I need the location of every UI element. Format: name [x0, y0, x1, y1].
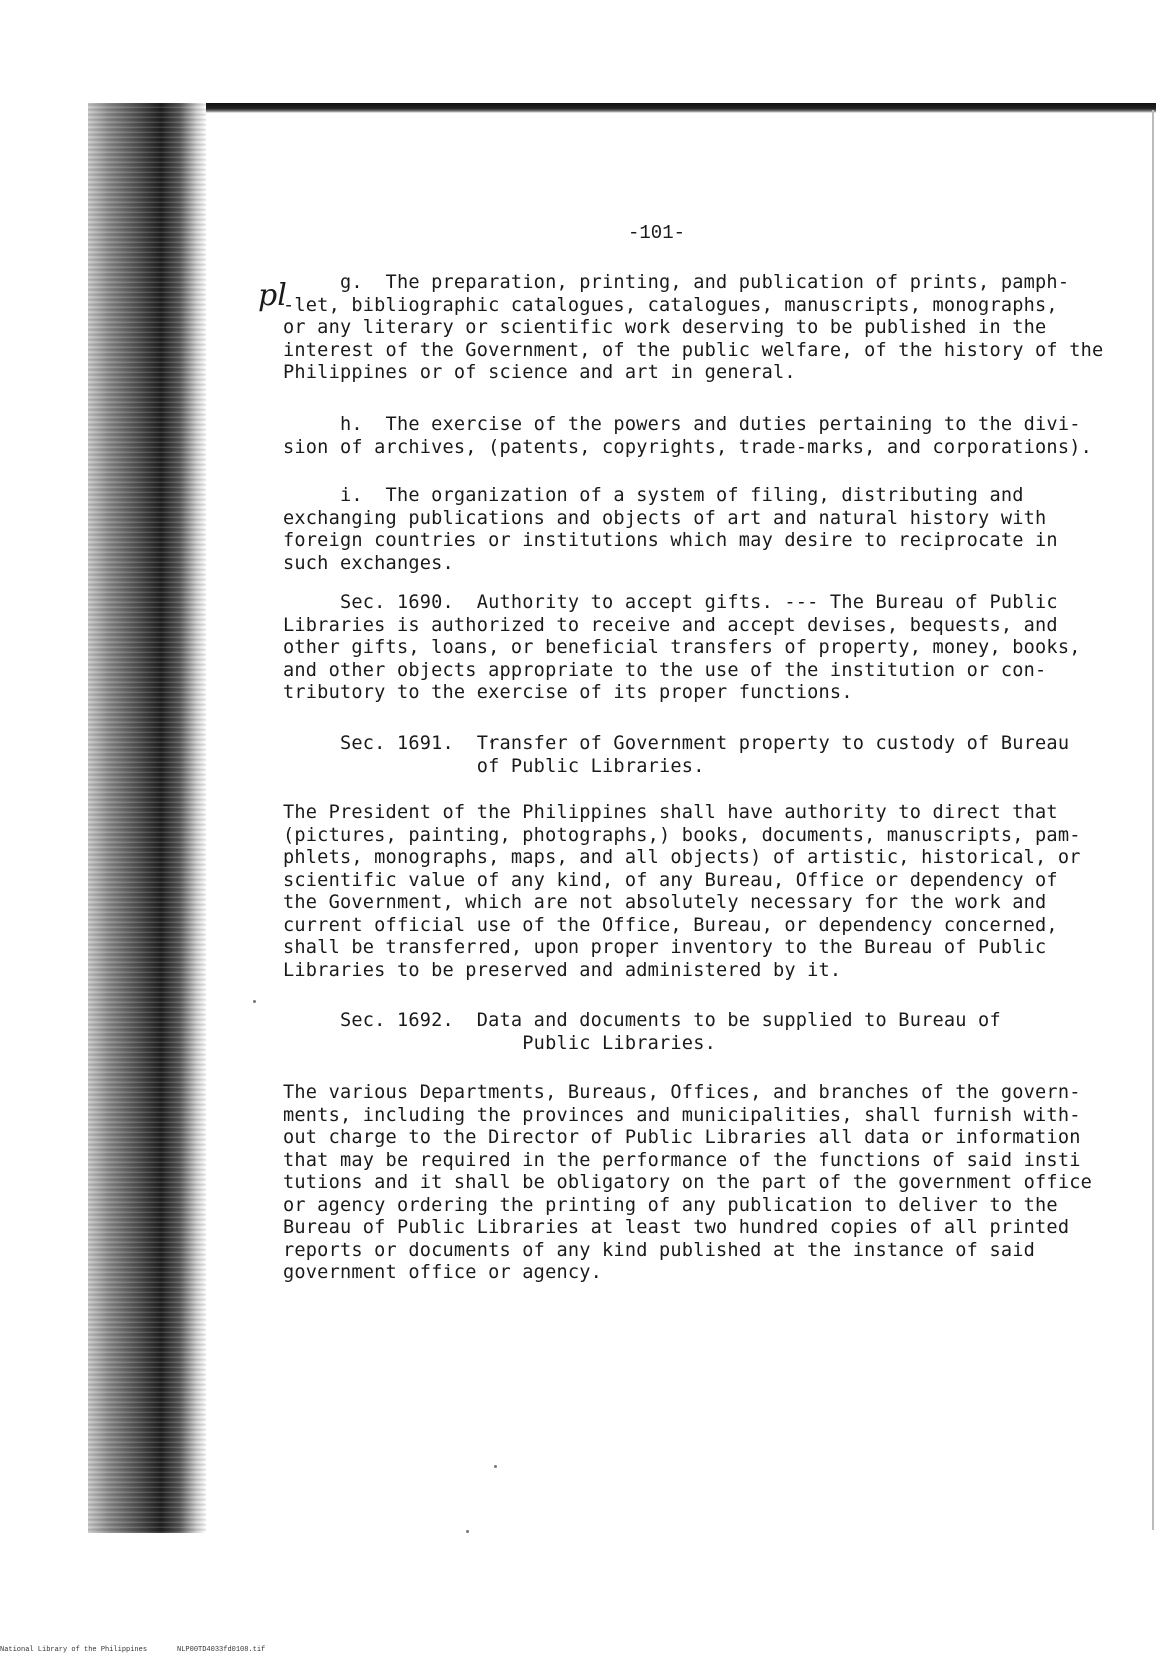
paragraph-g: g. The preparation, printing, and publication of prints, pamph- -let, bibliographic catalogues, catalogues, manuscripts, monographs, or any literary or scientific work deserving to be published in the interest of the Government, of the public welfare, of the history of the Philippines or of science and art in general.	[283, 272, 1104, 383]
handwritten-margin-mark: pl	[258, 278, 287, 313]
ink-speck	[253, 1000, 256, 1003]
top-page-edge	[206, 103, 1156, 113]
section-1692-body: The various Departments, Bureaus, Offices, and branches of the govern- ments, including the provinces and municipalities, shall furnish with- out charge to the Director of Public Libraries all data or information that may be required in the performance of the functions of said insti tutions and it shall be obligatory on the part of the government office or agency ordering the printing of any publication to deliver to the Bureau of Public Libraries at least two hundred copies of all printed reports or documents of any kind published at the instance of said government office or agency.	[283, 1082, 1093, 1283]
right-page-edge	[1152, 110, 1154, 1530]
ink-speck	[466, 1530, 469, 1533]
binding-texture	[88, 103, 206, 1533]
page-number: -101-	[628, 222, 686, 244]
section-1691-heading: Sec. 1691. Transfer of Government property to custody of Bureau of Public Libraries.	[339, 733, 1070, 777]
paragraph-i: i. The organization of a system of filing, distributing and exchanging publications and objects of art and natural history with foreign countries or institutions which may desire to reciprocate in such exchanges.	[283, 485, 1058, 574]
section-1691-body: The President of the Philippines shall have authority to direct that (pictures, painting, photographs,) books, documents, manuscripts, pam- phlets, monographs, maps, and all objects) of artistic, historical, or scientific value of any kind, of any Bureau, Office or dependency of the Government, which are not absolutely necessary for the work and current official use of the Office, Bureau, or dependency concerned, shall be transferred, upon proper inventory to the Bureau of Public Libraries to be preserved and administered by it.	[283, 802, 1081, 981]
ink-speck	[494, 1465, 497, 1468]
paragraph-h: h. The exercise of the powers and duties pertaining to the divi- sion of archives, (patents, copyrights, trade-marks, and corporations).	[283, 414, 1093, 458]
scan-footer	[0, 1646, 295, 1654]
footer-file-id: NLP00TD4033fd0108.tif	[177, 1646, 266, 1654]
section-1690: Sec. 1690. Authority to accept gifts. --- The Bureau of Public Libraries is authorized to receive and accept devises, bequests, and other gifts, loans, or beneficial transfers of property, money, books, and other objects appropriate to the use of the institution or con- tributory to the exercise of its proper functions.	[283, 592, 1081, 703]
section-1692-heading: Sec. 1692. Data and documents to be supplied to Bureau of Public Libraries.	[339, 1010, 1001, 1054]
footer-source: National Library of the Philippines	[0, 1646, 148, 1654]
